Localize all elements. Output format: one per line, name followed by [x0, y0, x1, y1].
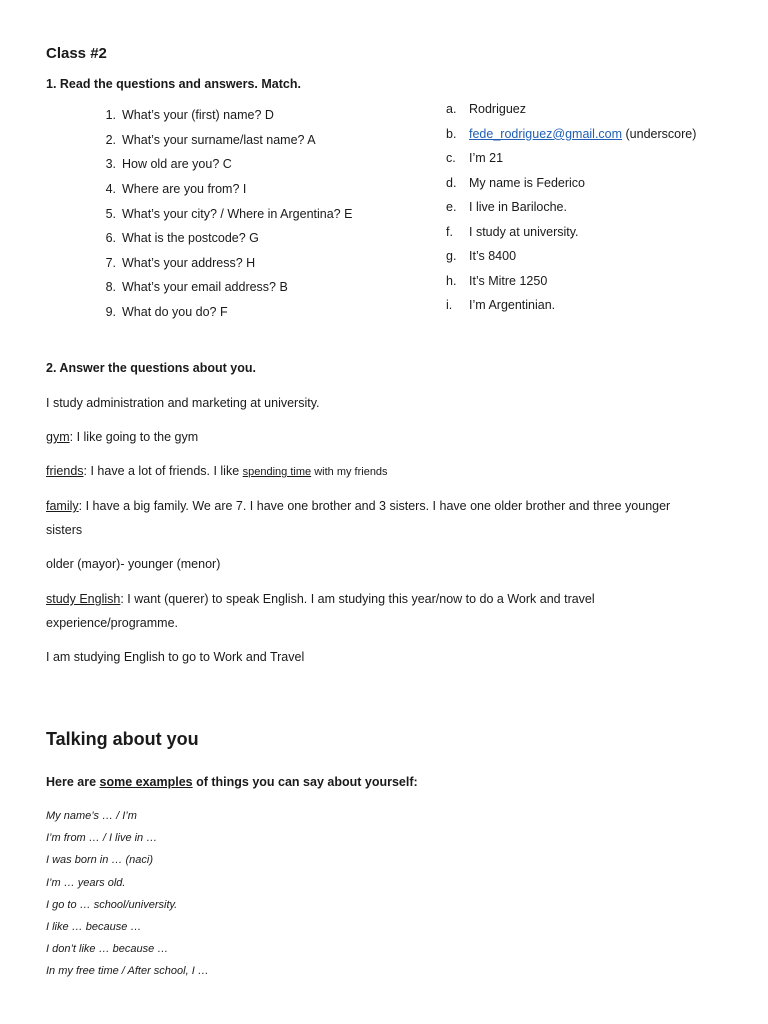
answer-text: My name is Federico	[469, 175, 586, 190]
exercise-2-instruction: 2. Answer the questions about you.	[46, 361, 256, 375]
list-item	[446, 244, 756, 269]
list-item: In my free time / After school, I …	[46, 965, 209, 978]
exercise-1-instruction: 1. Read the questions and answers. Match.	[46, 77, 301, 91]
item-letter: i.	[446, 298, 453, 313]
examples-list	[46, 805, 209, 983]
item-number: 2.	[105, 132, 116, 147]
intro-end: of things you can say about yourself:	[192, 775, 418, 789]
item-number: 3.	[105, 157, 116, 172]
list-item	[446, 293, 756, 318]
study-text: : I want (querer) to speak English. I am studying this year/now to do a Work and travel experience/programme.	[46, 592, 595, 630]
section-heading: Talking about you	[46, 729, 199, 749]
list-item: I’m … years old.	[46, 876, 126, 889]
item-number: 6.	[105, 231, 116, 246]
section-intro	[46, 775, 418, 789]
study-label: study English	[46, 592, 121, 606]
item-letter: d.	[446, 175, 457, 190]
list-item	[88, 300, 418, 325]
item-number: 4.	[105, 182, 116, 197]
intro-start: Here are	[46, 775, 100, 789]
question-text: What’s your address? H	[122, 255, 256, 270]
answer-text: It’s 8400	[469, 249, 517, 264]
item-number: 8.	[105, 280, 116, 295]
friends-end: with my friends	[311, 466, 388, 478]
item-letter: h.	[446, 273, 457, 288]
list-item	[88, 201, 418, 226]
answer-text: It’s Mitre 1250	[469, 273, 548, 288]
question-text: What’s your surname/last name? A	[122, 132, 316, 147]
item-number: 7.	[105, 255, 116, 270]
item-number: 5.	[105, 206, 116, 221]
list-item	[88, 152, 418, 177]
list-item	[88, 275, 418, 300]
item-letter: c.	[446, 151, 456, 166]
answer-text: (underscore)	[622, 126, 697, 141]
question-text: What is the postcode? G	[122, 231, 259, 246]
paragraph-family	[46, 494, 706, 542]
answer-text: I’m Argentinian.	[469, 298, 556, 313]
paragraph-study-english	[46, 587, 646, 635]
item-letter: g.	[446, 249, 457, 264]
list-item	[446, 122, 756, 147]
friends-label: friends	[46, 464, 84, 478]
list-item	[446, 171, 756, 196]
question-text: What’s your email address? B	[122, 280, 288, 295]
item-letter: b.	[446, 126, 457, 141]
list-item	[88, 251, 418, 276]
question-text: How old are you? C	[122, 157, 232, 172]
paragraph-friends	[46, 459, 726, 484]
item-number: 1.	[105, 108, 116, 123]
friends-text: : I have a lot of friends. I like	[83, 464, 243, 478]
email-link[interactable]: fede_rodriguez@gmail.com	[469, 126, 623, 141]
paragraph-study: I study administration and marketing at university.	[46, 396, 320, 410]
page-title: Class #2	[46, 45, 107, 62]
list-item	[446, 220, 756, 245]
answer-text: I study at university.	[469, 224, 579, 239]
list-item: I go to … school/university.	[46, 898, 178, 911]
list-item	[88, 103, 418, 128]
question-text: What’s your (first) name? D	[122, 108, 274, 123]
family-label: family	[46, 499, 79, 513]
family-text: : I have a big family. We are 7. I have one brother and 3 sisters. I have one older brother and three younger sisters	[46, 499, 671, 537]
list-item	[88, 226, 418, 251]
item-letter: e.	[446, 200, 457, 215]
gym-label: gym	[46, 430, 70, 444]
list-item: I don’t like … because …	[46, 943, 169, 956]
paragraph-older: older (mayor)- younger (menor)	[46, 557, 221, 571]
intro-underlined: some examples	[99, 775, 193, 789]
list-item: I like … because …	[46, 921, 142, 934]
answer-text: Rodriguez	[469, 102, 526, 117]
item-letter: f.	[446, 224, 453, 239]
question-text: Where are you from? I	[122, 182, 247, 197]
answer-text: I live in Bariloche.	[469, 200, 567, 215]
list-item	[446, 269, 756, 294]
item-letter: a.	[446, 102, 457, 117]
answers-list	[446, 97, 756, 318]
friends-underlined: spending time	[242, 466, 312, 478]
list-item: I’m from … / I live in …	[46, 832, 158, 845]
question-text: What’s your city? / Where in Argentina? E	[122, 206, 353, 221]
list-item	[446, 195, 756, 220]
answer-text: I’m 21	[469, 151, 504, 166]
list-item: My name’s … / I’m	[46, 810, 137, 823]
item-number: 9.	[105, 305, 116, 320]
paragraph-gym	[46, 425, 726, 449]
list-item	[88, 177, 418, 202]
paragraph-last: I am studying English to go to Work and Travel	[46, 650, 305, 664]
list-item	[88, 128, 418, 153]
list-item	[446, 97, 756, 122]
list-item: I was born in … (naci)	[46, 854, 153, 867]
list-item	[446, 146, 756, 171]
gym-text: : I like going to the gym	[69, 430, 199, 444]
question-text: What do you do? F	[122, 305, 228, 320]
questions-list	[88, 103, 418, 324]
